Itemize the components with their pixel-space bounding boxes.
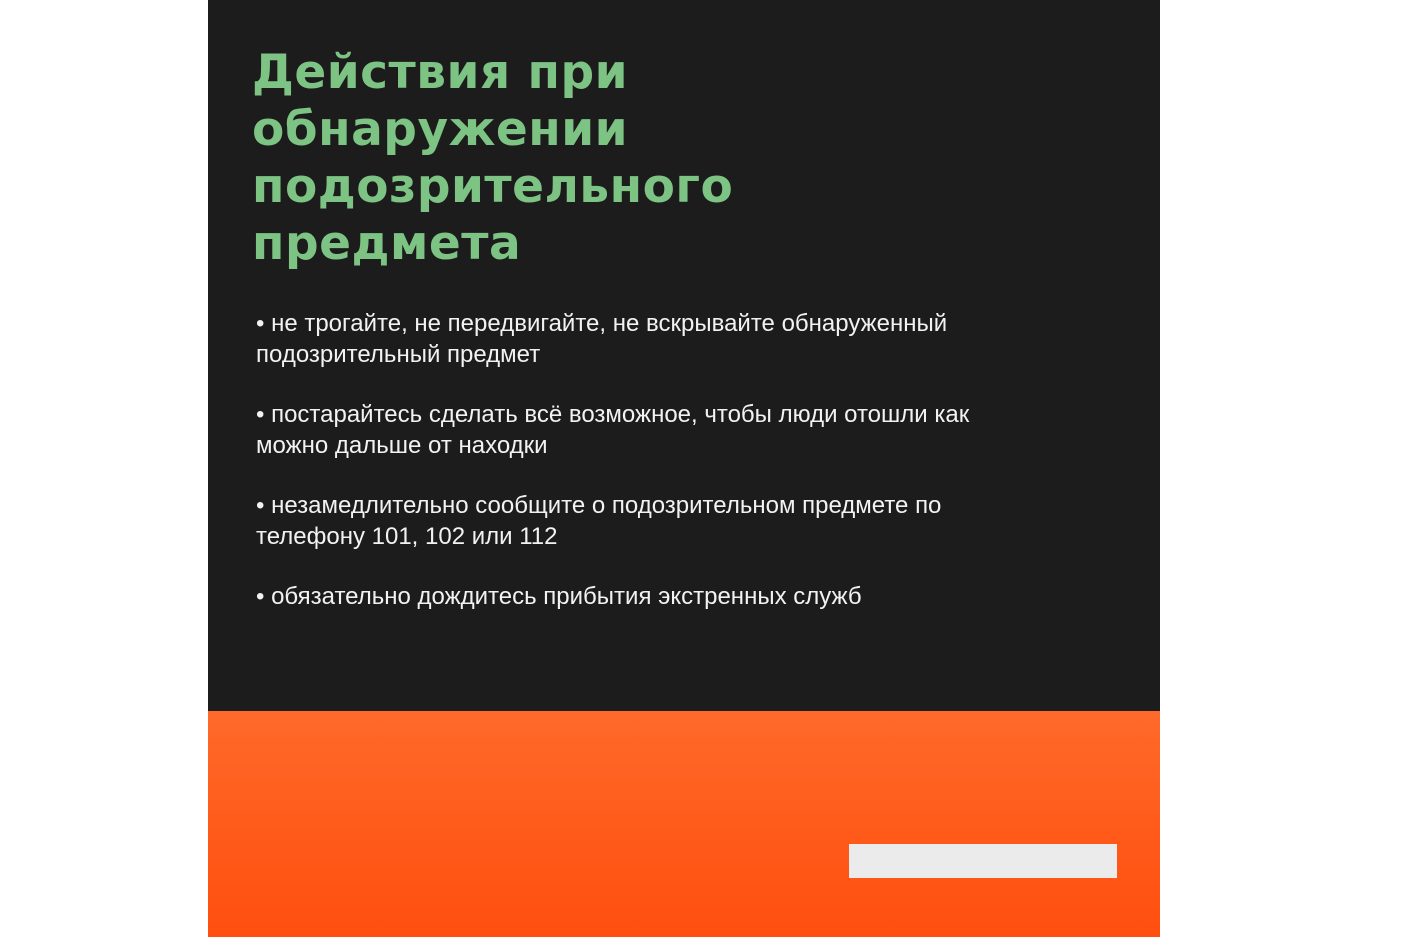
title-line-1: Действия при <box>252 45 629 100</box>
title-line-4: предмета <box>252 216 522 271</box>
info-card <box>208 0 1160 937</box>
white-bar <box>849 844 1117 878</box>
instruction-item-1: • не трогайте, не передвигайте, не вскрывайте обнаруженный подозрительный предмет <box>256 310 948 368</box>
page-title <box>252 44 1052 272</box>
dark-panel <box>208 0 1160 711</box>
orange-panel <box>208 711 1160 937</box>
title-line-2: обнаружении <box>252 102 629 157</box>
instruction-item-2: • постарайтесь сделать всё возможное, чтобы люди отошли как можно дальше от находки <box>256 401 970 459</box>
instruction-item-4: • обязательно дождитесь прибытия экстренных служб <box>256 583 862 610</box>
instruction-item-3: • незамедлительно сообщите о подозрительном предмете по телефону 101, 102 или 112 <box>256 492 942 550</box>
title-line-3: подозрительного <box>252 159 734 214</box>
instructions-list <box>256 308 1116 641</box>
